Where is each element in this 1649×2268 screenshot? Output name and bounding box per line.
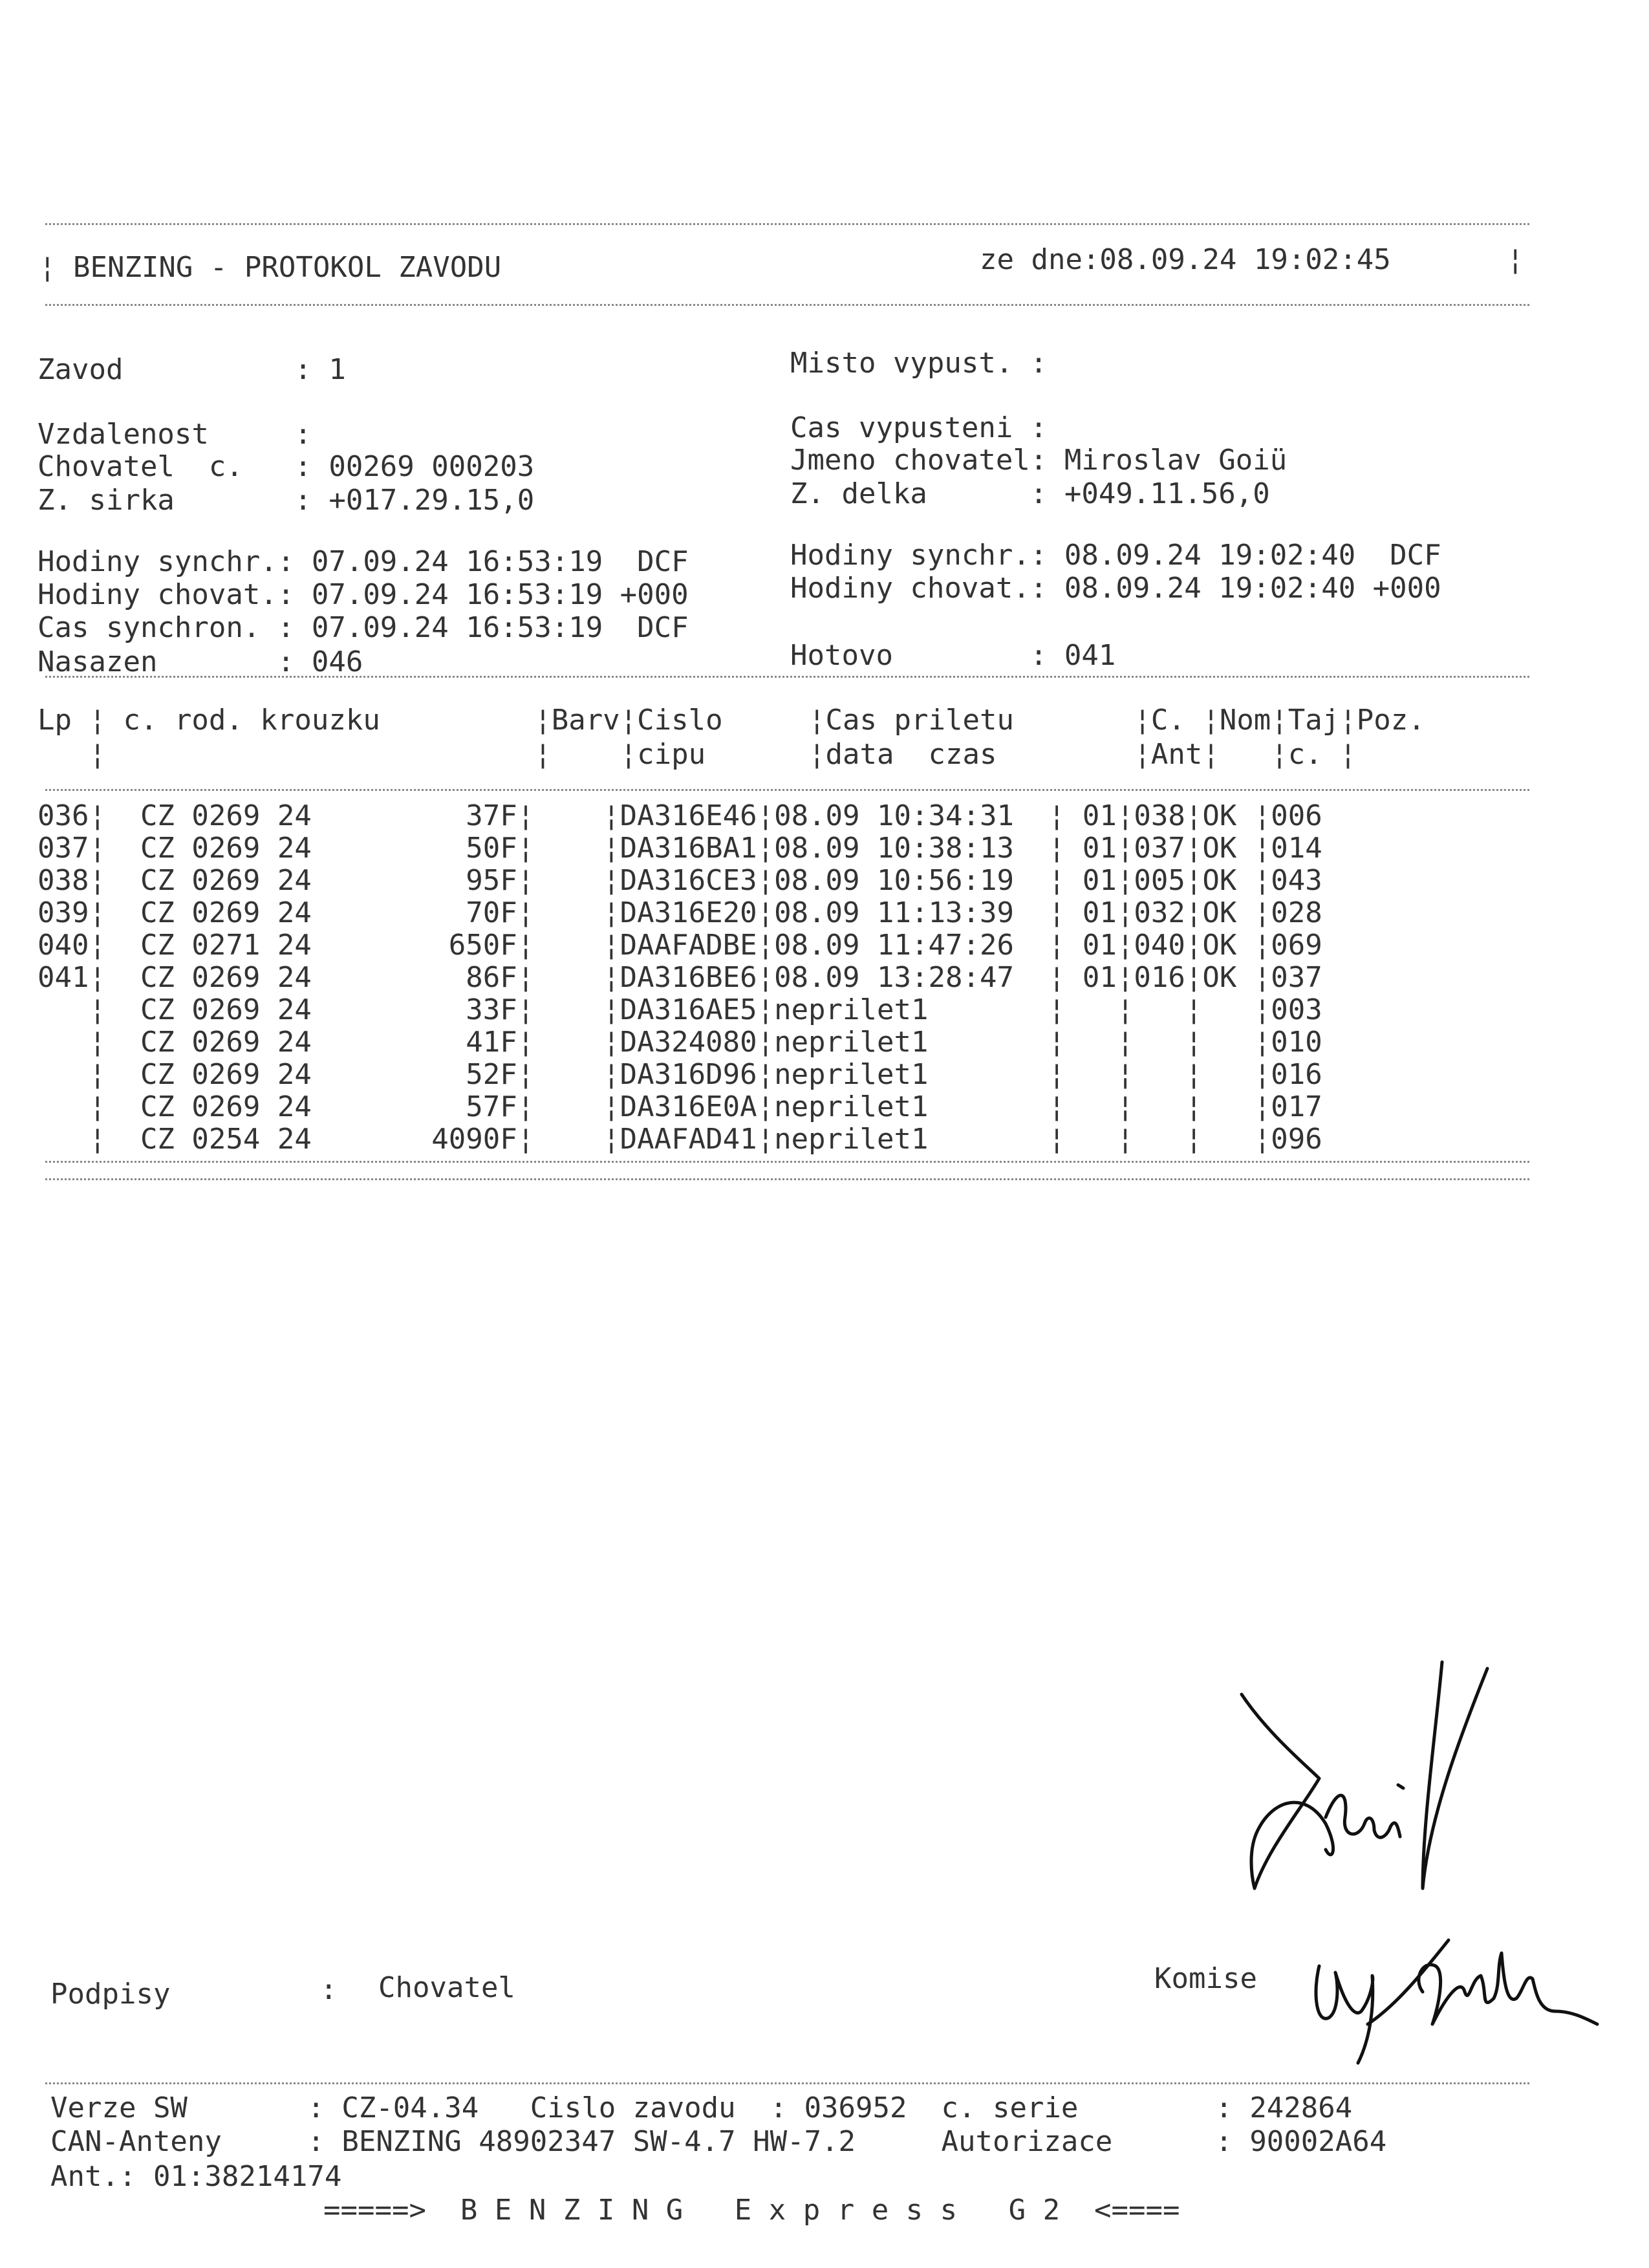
info-latitude: Z. sirka : +017.29.15,0 [38, 484, 535, 517]
info-sync-time: Cas synchron. : 07.09.24 16:53:19 DCF [38, 611, 689, 644]
info-basketed: Nasazen : 046 [38, 645, 363, 678]
info-clock-synchr-left: Hodiny synchr.: 07.09.24 16:53:19 DCF [38, 545, 689, 578]
info-distance: Vzdalenost : [38, 418, 312, 451]
title-end-bar: ¦ [1507, 243, 1524, 276]
table-row: 040¦ CZ 0271 24 650F¦ ¦DAAFADBE¦08.09 11:47:26 ¦ 01¦040¦OK ¦069 [38, 929, 1322, 962]
table-header-2: ¦ ¦ ¦cipu ¦data czas ¦Ant¦ ¦c. ¦ [38, 738, 1357, 771]
table-row: ¦ CZ 0269 24 57F¦ ¦DA316E0A¦neprilet1 ¦ ¦ ¦ ¦017 [38, 1090, 1322, 1123]
signatures-separator: : [320, 1973, 338, 2006]
commission-signature [1300, 1914, 1604, 2082]
breeder-signature [1229, 1656, 1500, 1927]
table-row: ¦ CZ 0269 24 52F¦ ¦DA316D96¦neprilet1 ¦ ¦ ¦ ¦016 [38, 1058, 1322, 1091]
table-row: 036¦ CZ 0269 24 37F¦ ¦DA316E46¦08.09 10:34:31 ¦ 01¦038¦OK ¦006 [38, 799, 1322, 832]
footer-brand: =====> B E N Z I N G E x p r e s s G 2 <==== [323, 2194, 1180, 2227]
info-breeder-name: Jmeno chovatel: Miroslav Goiü [790, 444, 1288, 477]
info-separator [45, 676, 1529, 678]
table-header-1: Lp ¦ c. rod. krouzku ¦Barv¦Cislo ¦Cas priletu ¦C. ¦Nom¦Taj¦Poz. [38, 704, 1425, 737]
info-finished: Hotovo : 041 [790, 639, 1116, 672]
table-row: 038¦ CZ 0269 24 95F¦ ¦DA316CE3¦08.09 10:56:19 ¦ 01¦005¦OK ¦043 [38, 864, 1322, 897]
info-race: Zavod : 1 [38, 353, 346, 386]
info-release-time: Cas vypusteni : [790, 411, 1048, 444]
signature-breeder-label: Chovatel [378, 1971, 515, 2004]
header-separator [45, 304, 1529, 306]
info-clock-breeder-right: Hodiny chovat.: 08.09.24 19:02:40 +000 [790, 572, 1441, 605]
info-breeder-number: Chovatel c. : 00269 000203 [38, 450, 535, 483]
footer-antenna-id: Ant.: 01:38214174 [50, 2160, 342, 2193]
table-row: ¦ CZ 0269 24 41F¦ ¦DA324080¦neprilet1 ¦ ¦ ¦ ¦010 [38, 1026, 1322, 1059]
info-clock-breeder-left: Hodiny chovat.: 07.09.24 16:53:19 +000 [38, 578, 689, 611]
protocol-title: ¦ BENZING - PROTOKOL ZAVODU [39, 251, 502, 284]
table-row: ¦ CZ 0269 24 33F¦ ¦DA316AE5¦neprilet1 ¦ ¦ ¦ ¦003 [38, 993, 1322, 1026]
top-separator [45, 223, 1529, 225]
info-release-place: Misto vypust. : [790, 347, 1048, 380]
footer-can-antennas: CAN-Anteny : BENZING 48902347 SW-4.7 HW-7.2 Autorizace : 90002A64 [50, 2125, 1387, 2158]
footer-separator [45, 2082, 1529, 2084]
protocol-date: ze dne:08.09.24 19:02:45 [980, 243, 1391, 276]
table-row: ¦ CZ 0254 24 4090F¦ ¦DAAFAD41¦neprilet1 ¦ ¦ ¦ ¦096 [38, 1123, 1322, 1156]
info-longitude: Z. delka : +049.11.56,0 [790, 477, 1270, 510]
signatures-label: Podpisy [50, 1978, 171, 2011]
signature-commission-label: Komise [1154, 1962, 1257, 1995]
table-bottom-separator [45, 1161, 1529, 1163]
table-row: 041¦ CZ 0269 24 86F¦ ¦DA316BE6¦08.09 13:28:47 ¦ 01¦016¦OK ¦037 [38, 961, 1322, 994]
table-bottom-separator-2 [45, 1178, 1529, 1180]
table-header-separator [45, 789, 1529, 791]
footer-software-version: Verze SW : CZ-04.34 Cislo zavodu : 036952 c. serie : 242864 [50, 2091, 1353, 2124]
info-clock-synchr-right: Hodiny synchr.: 08.09.24 19:02:40 DCF [790, 539, 1441, 572]
table-row: 039¦ CZ 0269 24 70F¦ ¦DA316E20¦08.09 11:13:39 ¦ 01¦032¦OK ¦028 [38, 896, 1322, 929]
table-row: 037¦ CZ 0269 24 50F¦ ¦DA316BA1¦08.09 10:38:13 ¦ 01¦037¦OK ¦014 [38, 832, 1322, 865]
